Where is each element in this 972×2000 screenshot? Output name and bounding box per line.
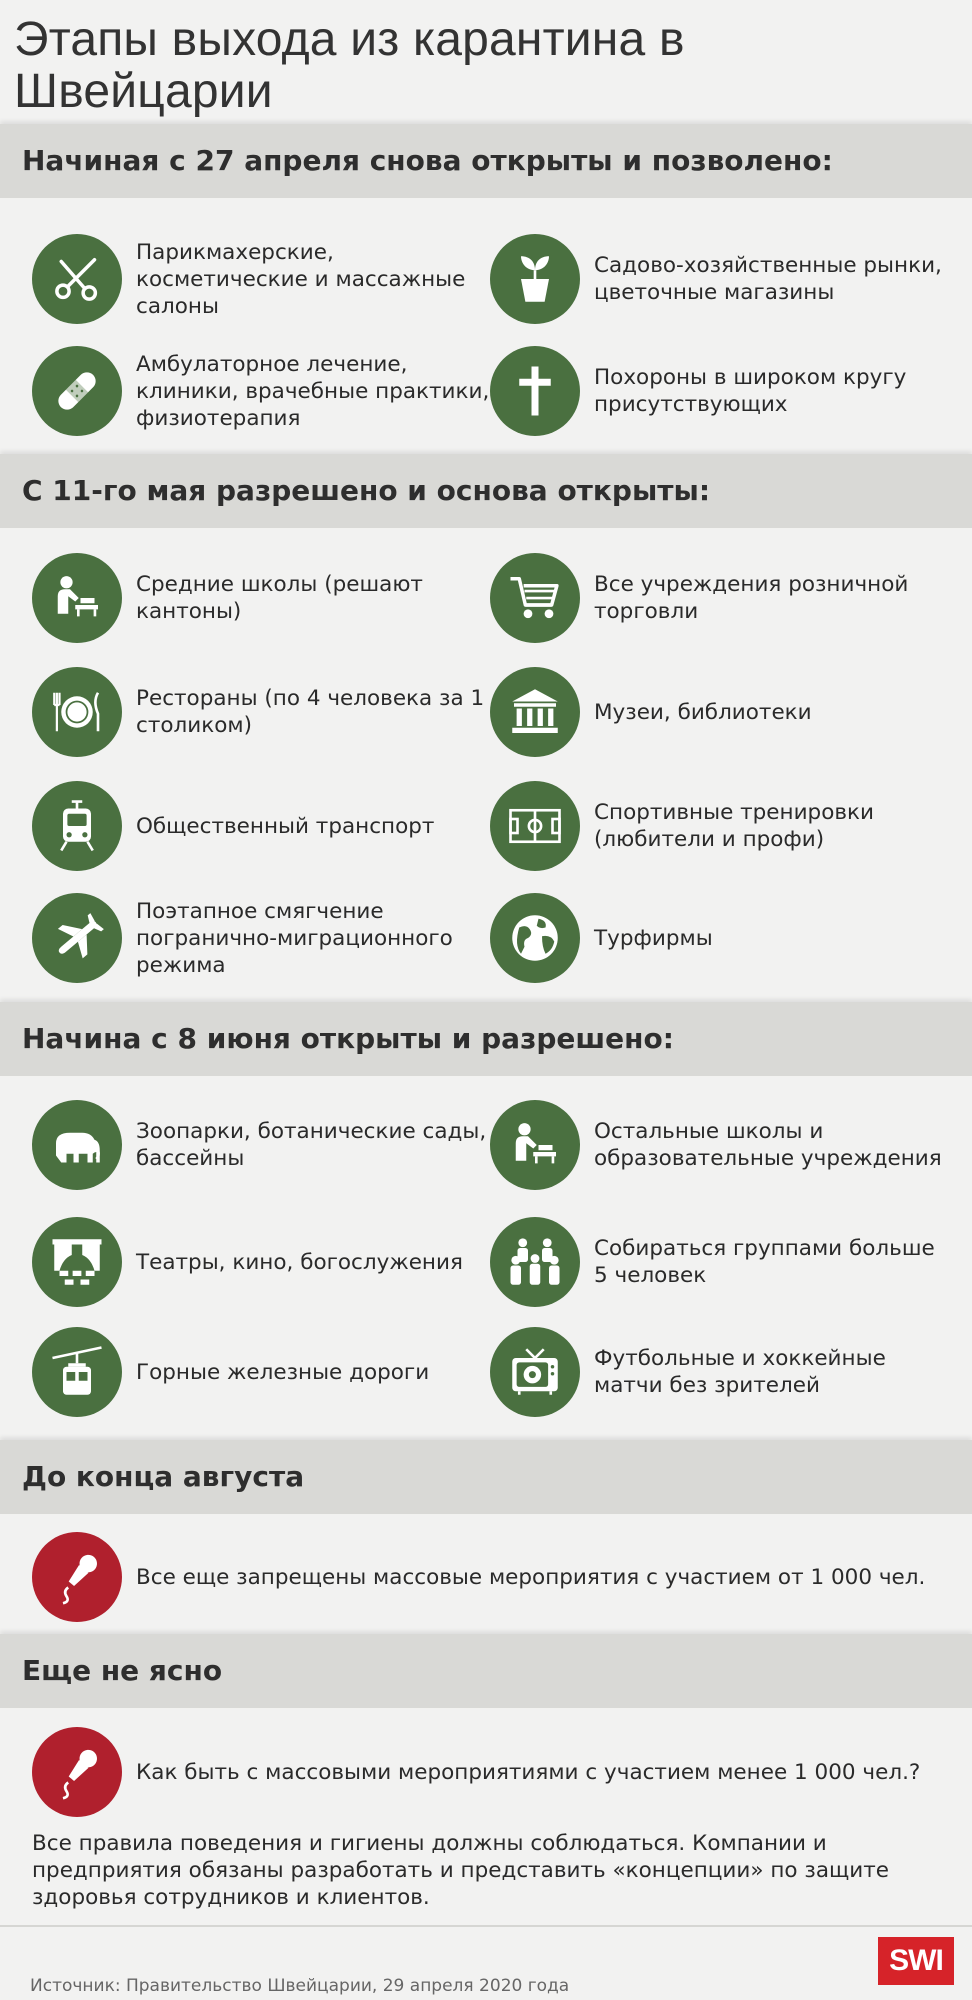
theater-icon <box>32 1217 122 1307</box>
plate-cutlery-icon <box>32 667 122 757</box>
microphone-icon <box>32 1727 122 1817</box>
museum-icon <box>490 667 580 757</box>
section-heading: Начина с 8 июня открыты и разрешено: <box>22 1022 674 1055</box>
item-label: Все еще запрещены массовые мероприятия с участием от 1 000 чел. <box>136 1564 926 1590</box>
item-label: Похороны в широком кругу присутствующих <box>594 365 907 417</box>
item-label: Поэтапное смягчение погранично-миграционного режима <box>136 898 453 978</box>
item-label: Футбольные и хоккейные матчи без зрителей <box>594 1346 886 1398</box>
airplane-icon <box>32 893 122 983</box>
rules-note: Все правила поведения и гигиены должны соблюдаться. Компании и предприятия обязаны разработать и представить «концепции» по защите здоровья сотрудников и клиентов. <box>32 1831 889 1910</box>
item-label: Турфирмы <box>594 925 713 951</box>
swi-logo: SWI <box>878 1937 954 1985</box>
page-title: Этапы выхода из карантина в Швейцарии <box>14 13 685 118</box>
tram-icon <box>32 781 122 871</box>
section-heading: Начиная с 27 апреля снова открыты и позволено: <box>22 144 833 177</box>
group-icon <box>490 1217 580 1307</box>
item-label: Зоопарки, ботанические сады, бассейны <box>136 1119 487 1171</box>
item-label: Все учреждения розничной торговли <box>594 572 909 624</box>
item-label: Остальные школы и образовательные учреждения <box>594 1119 942 1171</box>
teacher-icon <box>32 553 122 643</box>
section-header-end-of-august <box>0 1440 972 1514</box>
item-label: Садово-хозяйственные рынки, цветочные магазины <box>594 253 942 305</box>
sports-field-icon <box>490 781 580 871</box>
item-label: Парикмахерские, косметические и массажные салоны <box>136 239 466 319</box>
plant-pot-icon <box>490 234 580 324</box>
microphone-icon <box>32 1532 122 1622</box>
item-label: Горные железные дороги <box>136 1359 430 1385</box>
item-label: Общественный транспорт <box>136 813 435 839</box>
item-label: Средние школы (решают кантоны) <box>136 572 423 624</box>
divider <box>0 1925 972 1927</box>
section-heading: Еще не ясно <box>22 1654 223 1687</box>
section-heading: До конца августа <box>22 1460 305 1493</box>
shopping-cart-icon <box>490 553 580 643</box>
item-label: Спортивные тренировки (любители и профи) <box>594 800 874 852</box>
scissors-icon <box>32 234 122 324</box>
globe-icon <box>490 893 580 983</box>
section-header-unclear <box>0 1634 972 1708</box>
item-label: Музеи, библиотеки <box>594 699 812 725</box>
item-label: Собираться группами больше 5 человек <box>594 1236 935 1288</box>
item-label: Рестораны (по 4 человека за 1 столиком) <box>136 686 485 738</box>
cable-car-icon <box>32 1327 122 1417</box>
cross-icon <box>490 346 580 436</box>
section-header-june-8 <box>0 1002 972 1076</box>
section-heading: С 11-го мая разрешено и основа открыты: <box>22 474 711 507</box>
section-header-april-27 <box>0 124 972 198</box>
teacher-icon <box>490 1100 580 1190</box>
item-label: Как быть с массовыми мероприятиями с участием менее 1 000 чел.? <box>136 1759 921 1785</box>
item-label: Амбулаторное лечение, клиники, врачебные практики, физиотерапия <box>136 351 490 431</box>
source-credit: Источник: Правительство Швейцарии, 29 апреля 2020 года <box>30 1976 570 1996</box>
item-label: Театры, кино, богослужения <box>136 1249 463 1275</box>
elephant-icon <box>32 1100 122 1190</box>
tv-ball-icon <box>490 1327 580 1417</box>
bandage-icon <box>32 346 122 436</box>
section-header-may-11 <box>0 454 972 528</box>
